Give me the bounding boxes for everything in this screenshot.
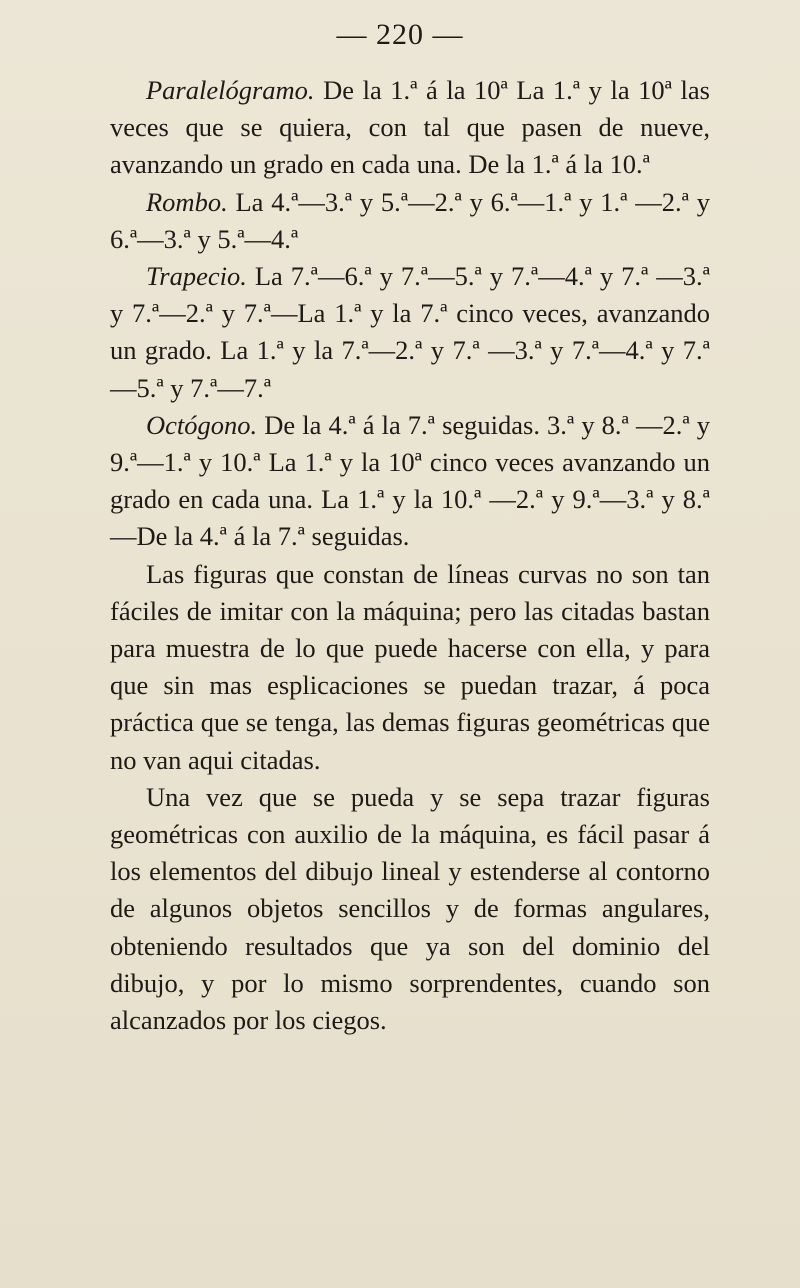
term-rombo: Rombo. xyxy=(146,186,228,217)
term-trapecio: Trapecio. xyxy=(146,261,247,292)
term-octogono: Octógono. xyxy=(146,409,258,440)
paragraph-text: La 7.ª—6.ª y 7.ª—5.ª y 7.ª—4.ª y 7.ª —3.ª y 7.ª—2.ª y 7.ª—La 1.ª y la 7.ª cinco veces, avanzando un grado. La 1.ª y la 7.ª—2.ª y 7.ª —3.ª y 7.ª—4.ª y 7.ª—5.ª y 7.ª—7.ª xyxy=(110,261,710,403)
paragraph-trapecio xyxy=(110,258,710,407)
paragraph-octogono xyxy=(110,407,710,556)
page-number: — 220 — xyxy=(336,18,464,51)
paragraph-dibujo-lineal xyxy=(110,779,710,1039)
paragraph-text: Las figuras que constan de líneas curvas no son tan fáciles de imitar con la máquina; pero las citadas bastan para muestra de lo que puede hacerse con ella, y para que sin mas esplicaciones se puedan trazar, á poca práctica que se tenga, las demas figuras geométricas que no van aqui citadas. xyxy=(110,558,710,775)
paragraph-text: Una vez que se pueda y se sepa trazar figuras geométricas con auxilio de la máquina, es fácil pasar á los elementos del dibujo lineal y estenderse al contorno de algunos objetos sencillos y de formas angulares, obteniendo resultados que ya son del dominio del dibujo, y por lo mismo sorprendentes, cuando son alcanzados por los ciegos. xyxy=(110,781,710,1036)
body-text xyxy=(110,72,710,1039)
paragraph-figuras-curvas xyxy=(110,556,710,779)
paragraph-paralelogramo xyxy=(110,72,710,184)
paragraph-text: De la 1.ª á la 10ª La 1.ª y la 10ª las veces que se quiera, con tal que pasen de nueve, avanzando un grado en cada una. De la 1.ª á la 10.ª xyxy=(110,75,710,180)
paragraph-rombo xyxy=(110,184,710,258)
paragraph-text: De la 4.ª á la 7.ª seguidas. 3.ª y 8.ª —2.ª y 9.ª—1.ª y 10.ª La 1.ª y la 10ª cinco veces avanzando un grado en cada una. La 1.ª y la 10.ª —2.ª y 9.ª—3.ª y 8.ª—De la 4.ª á la 7.ª seguidas. xyxy=(110,409,710,552)
paragraph-text: La 4.ª—3.ª y 5.ª—2.ª y 6.ª—1.ª y 1.ª —2.ª y 6.ª—3.ª y 5.ª—4.ª xyxy=(110,186,710,254)
term-paralelogramo: Paralelógramo. xyxy=(146,75,315,105)
